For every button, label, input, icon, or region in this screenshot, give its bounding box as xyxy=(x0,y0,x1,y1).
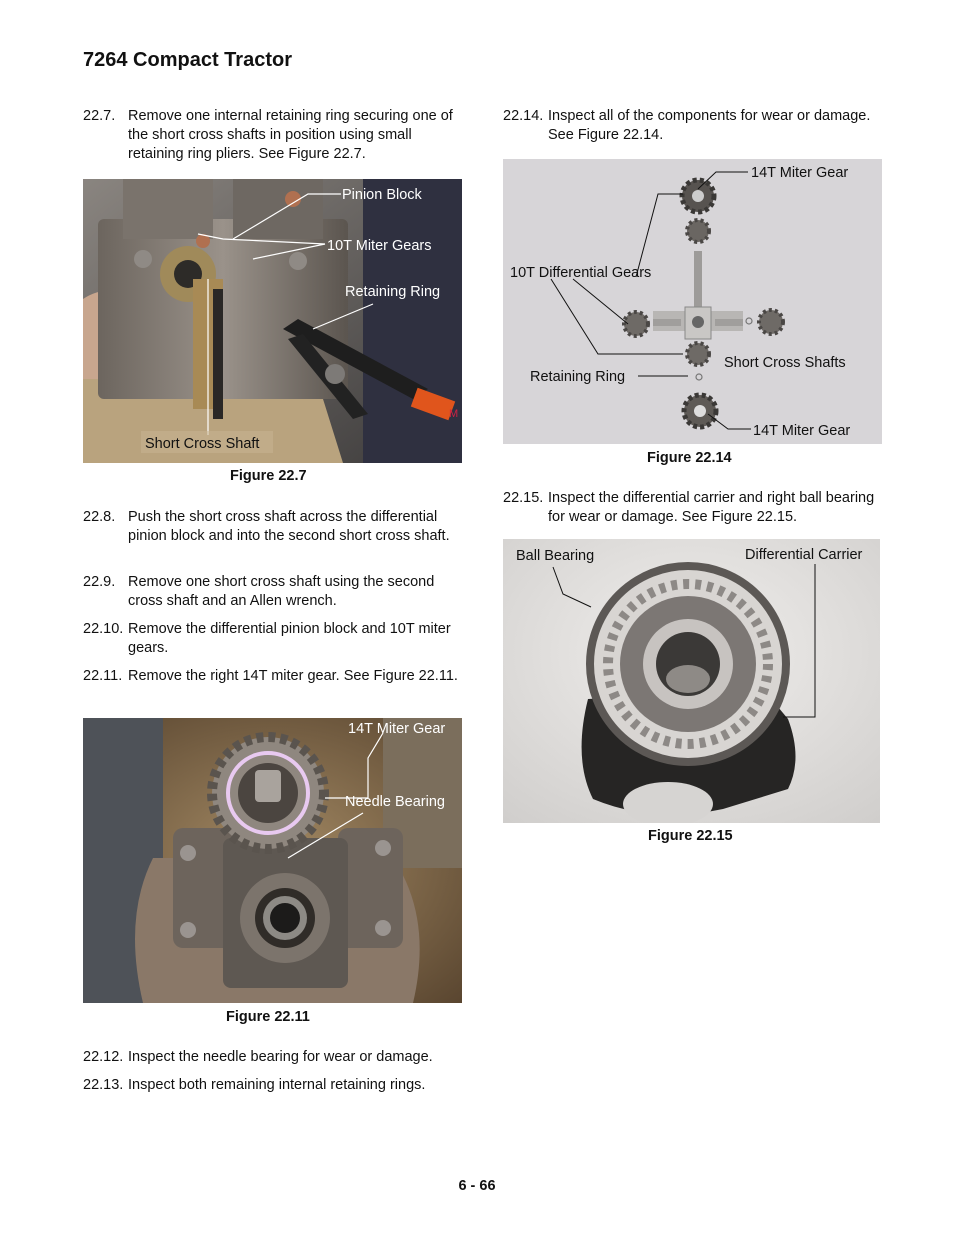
label-10t-miter-gears: 10T Miter Gears xyxy=(327,238,432,254)
figure-22-14-caption: Figure 22.14 xyxy=(647,450,732,466)
label-10t-differential-gears: 10T Differential Gears xyxy=(510,265,652,281)
plier-mark: M xyxy=(449,408,459,420)
step-number: 22.12. xyxy=(83,1049,124,1065)
step-22-15 xyxy=(503,489,883,529)
step-22-13 xyxy=(83,1076,463,1096)
step-text: Remove one short cross shaft using the second cross shaft and an Allen wrench. xyxy=(128,574,435,609)
label-14t-miter-gear-bottom: 14T Miter Gear xyxy=(753,423,851,439)
step-22-9 xyxy=(83,573,463,613)
step-number: 22.9. xyxy=(83,574,116,590)
label-14t-miter-gear: 14T Miter Gear xyxy=(348,721,446,737)
step-number: 22.13. xyxy=(83,1077,124,1093)
label-needle-bearing: Needle Bearing xyxy=(345,794,445,810)
step-22-10 xyxy=(83,620,463,660)
step-text: Inspect the needle bearing for wear or damage. xyxy=(128,1049,433,1065)
label-short-cross-shaft: Short Cross Shaft xyxy=(145,436,260,452)
step-text: Inspect the differential carrier and right ball bearing for wear or damage. See Figure 22.15. xyxy=(548,490,875,525)
step-number: 22.7. xyxy=(83,108,116,124)
figure-22-15-photo xyxy=(503,539,880,823)
step-22-14 xyxy=(503,107,883,147)
page-title: 7264 Compact Tractor xyxy=(83,49,292,71)
figure-22-14-photo xyxy=(503,159,882,444)
label-pinion-block: Pinion Block xyxy=(342,187,422,203)
figure-22-7-photo xyxy=(83,179,462,463)
figure-22-11-photo xyxy=(83,718,462,1003)
step-number: 22.14. xyxy=(503,108,544,124)
label-differential-carrier: Differential Carrier xyxy=(745,547,863,563)
label-retaining-ring: Retaining Ring xyxy=(530,369,626,385)
step-text: Push the short cross shaft across the differential pinion block and into the second short cross shaft. xyxy=(128,509,450,544)
step-22-8 xyxy=(83,508,463,568)
step-22-12 xyxy=(83,1048,463,1068)
step-text: Remove one internal retaining ring securing one of the short cross shafts in position using small retaining ring pliers. See Figure 22.7. xyxy=(128,108,453,162)
step-text: Inspect all of the components for wear or damage. See Figure 22.14. xyxy=(548,108,871,143)
step-text: Remove the differential pinion block and 10T miter gears. xyxy=(128,621,451,656)
step-22-7 xyxy=(83,107,463,167)
step-number: 22.11. xyxy=(83,668,123,684)
step-number: 22.10. xyxy=(83,621,124,637)
figure-22-7-caption: Figure 22.7 xyxy=(230,468,307,484)
step-text: Inspect both remaining internal retaining rings. xyxy=(128,1077,426,1093)
figure-22-15-caption: Figure 22.15 xyxy=(648,828,733,844)
page-number: 6 - 66 xyxy=(458,1178,496,1194)
label-14t-miter-gear-top: 14T Miter Gear xyxy=(751,165,849,181)
step-number: 22.8. xyxy=(83,509,116,525)
figure-22-11-caption: Figure 22.11 xyxy=(226,1009,310,1025)
step-22-11 xyxy=(83,667,463,707)
label-ball-bearing: Ball Bearing xyxy=(516,548,595,564)
label-short-cross-shafts: Short Cross Shafts xyxy=(724,355,846,371)
step-number: 22.15. xyxy=(503,490,544,506)
label-retaining-ring: Retaining Ring xyxy=(345,284,441,300)
step-text: Remove the right 14T miter gear. See Figure 22.11. xyxy=(128,668,458,684)
